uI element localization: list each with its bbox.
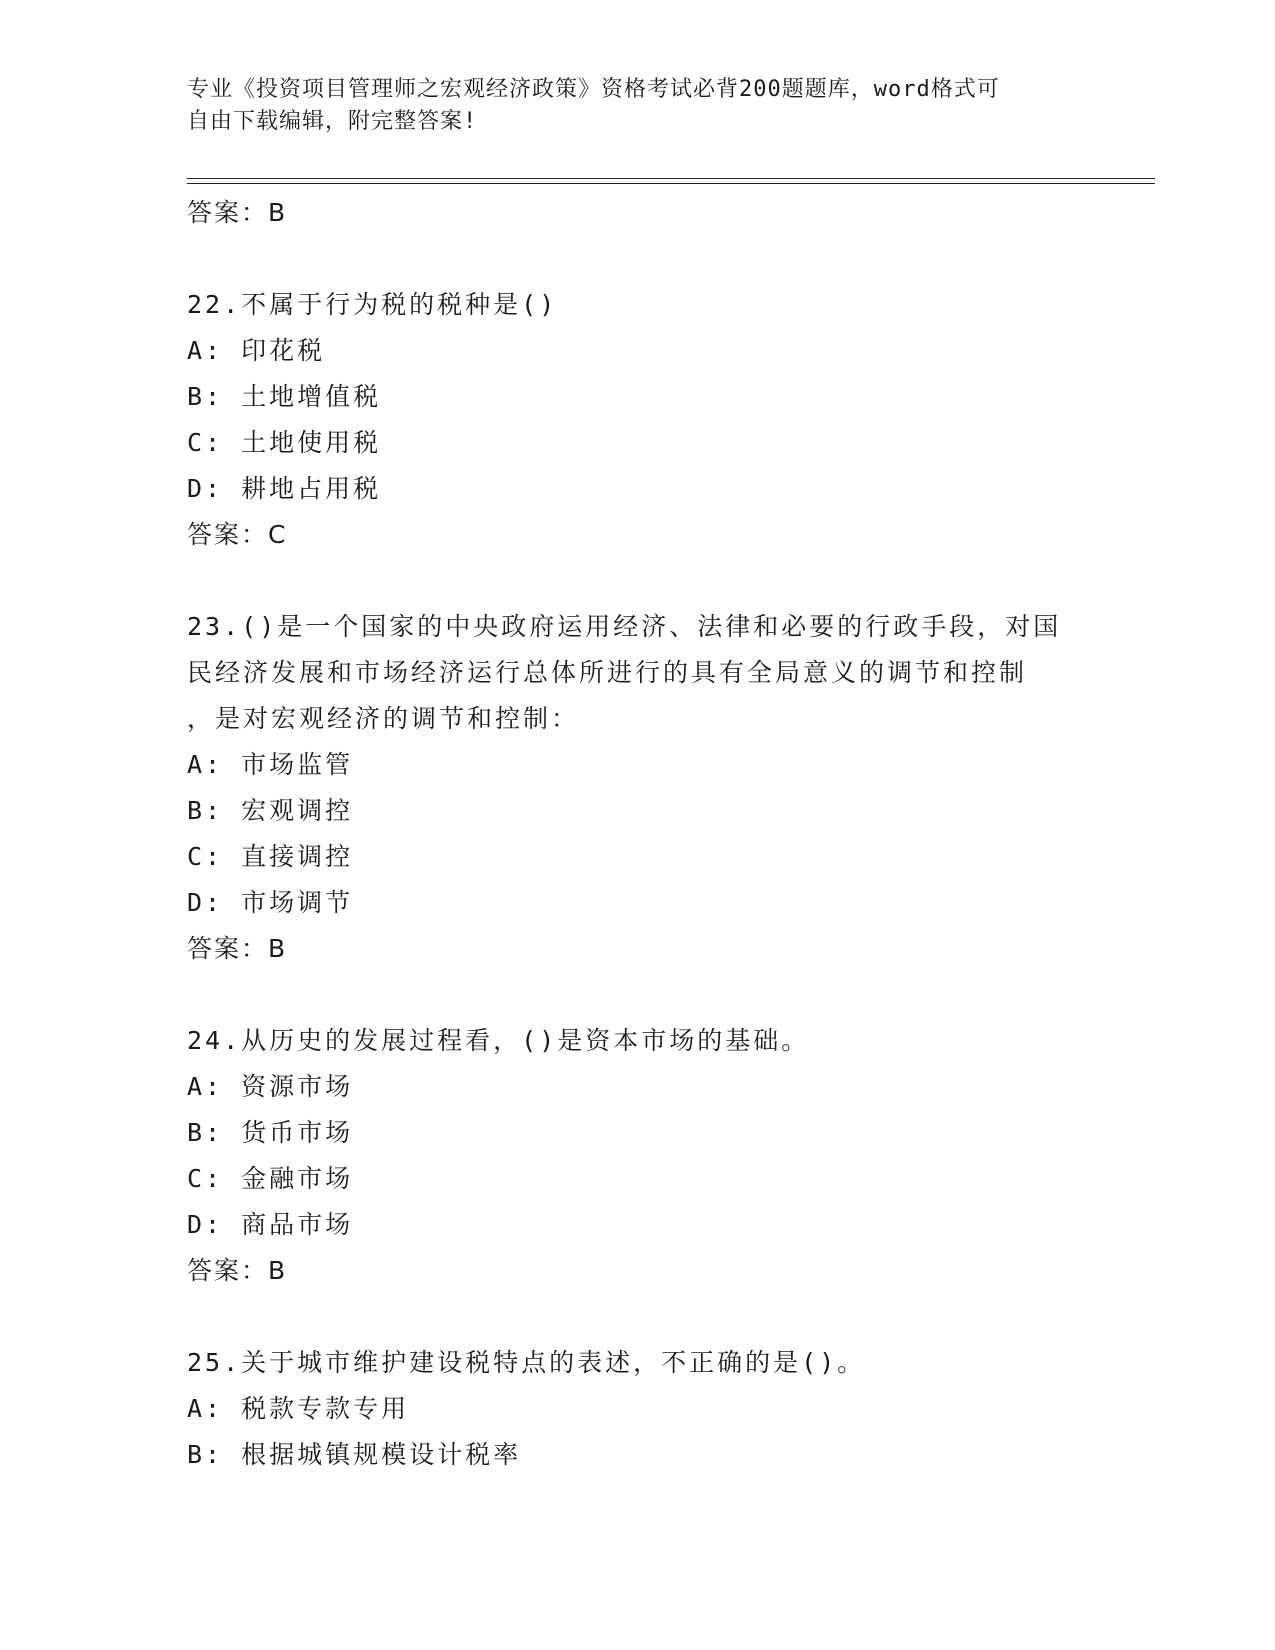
answer-q21: 答案：B [187, 198, 288, 227]
option-b: B: 土地增值税 [187, 382, 382, 411]
document-header [187, 74, 1087, 138]
option-a: A: 印花税 [187, 336, 326, 365]
question-25 [187, 1340, 1087, 1478]
question-text-line-1: 23.()是一个国家的中央政府运用经济、法律和必要的行政手段，对国 [187, 612, 1062, 641]
option-b: B: 货币市场 [187, 1118, 354, 1147]
question-23 [187, 604, 1087, 972]
question-text-line-2: 民经济发展和市场经济运行总体所进行的具有全局意义的调节和控制 [187, 658, 1028, 687]
option-c: C: 直接调控 [187, 842, 354, 871]
question-text: 25.关于城市维护建设税特点的表述，不正确的是()。 [187, 1348, 866, 1377]
option-c: C: 金融市场 [187, 1164, 354, 1193]
answer: 答案：B [187, 934, 288, 963]
document-body [187, 190, 1087, 1478]
header-line-1: 专业《投资项目管理师之宏观经济政策》资格考试必背200题题库，word格式可 [187, 77, 1000, 102]
option-b: B: 根据城镇规模设计税率 [187, 1440, 522, 1469]
header-divider-bottom [187, 183, 1155, 184]
option-d: D: 商品市场 [187, 1210, 354, 1239]
header-divider-top [187, 178, 1155, 179]
option-c: C: 土地使用税 [187, 428, 382, 457]
answer: 答案：C [187, 520, 288, 549]
answer: 答案：B [187, 1256, 288, 1285]
header-line-2: 自由下载编辑，附完整答案! [187, 109, 478, 134]
option-d: D: 耕地占用税 [187, 474, 382, 503]
option-b: B: 宏观调控 [187, 796, 354, 825]
spacer [187, 558, 1087, 604]
question-text: 24.从历史的发展过程看，()是资本市场的基础。 [187, 1026, 810, 1055]
question-24 [187, 1018, 1087, 1294]
option-a: A: 税款专款专用 [187, 1394, 410, 1423]
option-a: A: 市场监管 [187, 750, 354, 779]
spacer [187, 1294, 1087, 1340]
option-a: A: 资源市场 [187, 1072, 354, 1101]
option-d: D: 市场调节 [187, 888, 354, 917]
question-text: 22.不属于行为税的税种是() [187, 290, 558, 319]
spacer [187, 972, 1087, 1018]
spacer [187, 236, 1087, 282]
question-text-line-3: ，是对宏观经济的调节和控制： [187, 704, 580, 733]
question-22 [187, 282, 1087, 558]
